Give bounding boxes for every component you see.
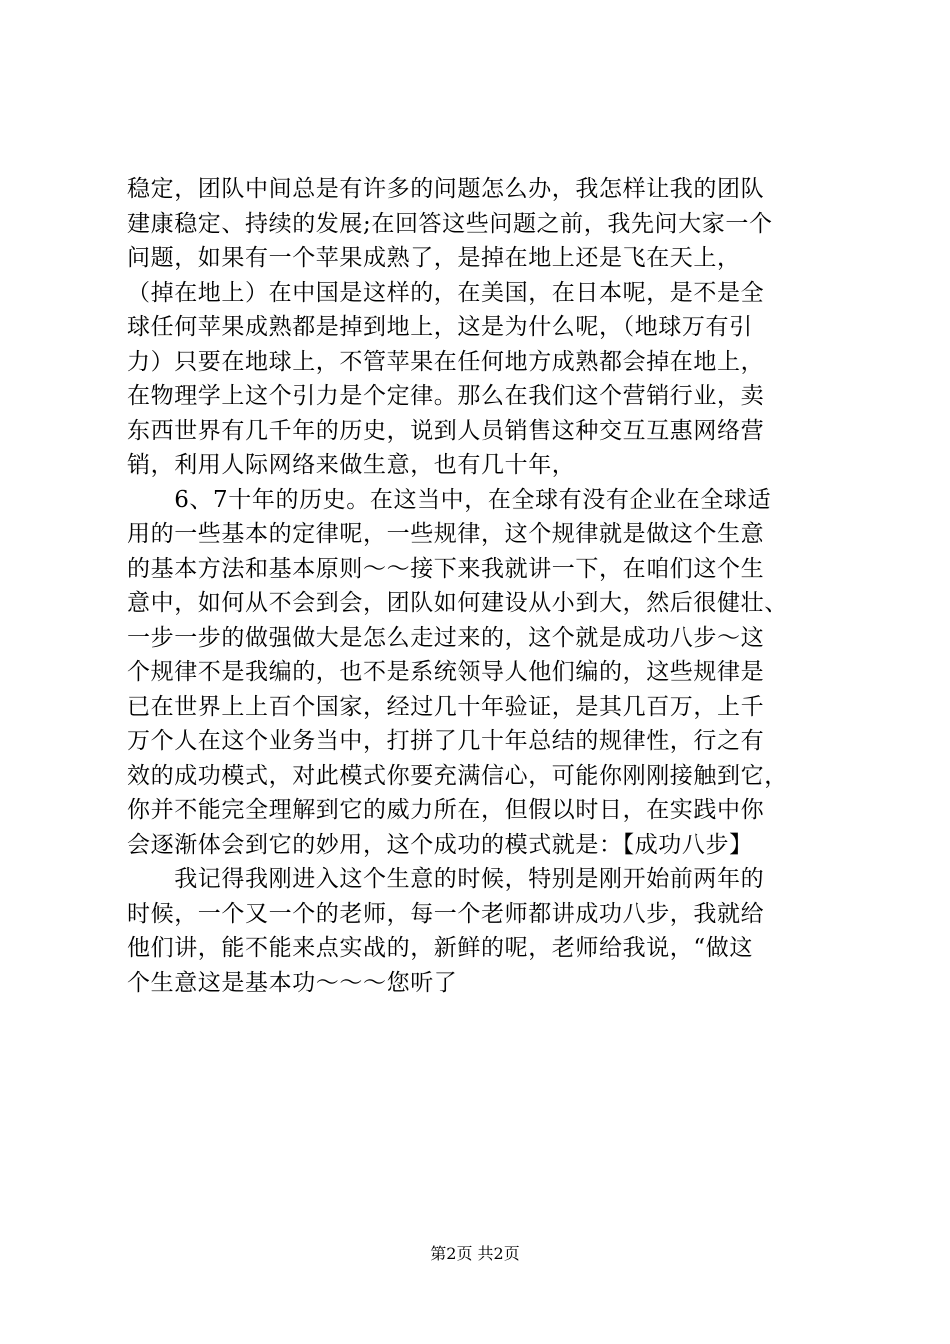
text-line: 在物理学上这个引力是个定律。那么在我们这个营销行业，卖 (127, 383, 765, 409)
text-line: 已在世界上上百个国家，经过几十年验证，是其几百万，上千 (127, 693, 765, 720)
text-line: 会逐渐体会到它的妙用，这个成功的模式就是：【成功八步】 (127, 831, 753, 858)
text-line: 稳定，团队中间总是有许多的问题怎么办，我怎样让我的团队 (127, 176, 765, 202)
text-line: 效的成功模式，对此模式你要充满信心，可能你刚刚接触到它， (127, 762, 788, 789)
text-line: 时候，一个又一个的老师，每一个老师都讲成功八步，我就给 (127, 900, 765, 927)
text-line: 的基本方法和基本原则～～接下来我就讲一下，在咱们这个生 (127, 555, 765, 582)
text-line: 他们讲，能不能来点实战的，新鲜的呢，老师给我说，“做这 (127, 935, 753, 961)
text-line: 6、7十年的历史。在这当中，在全球有没有企业在全球适 (127, 486, 772, 513)
page-footer: 第2页 共2页 (430, 1244, 520, 1263)
text-line: 问题，如果有一个苹果成熟了，是掉在地上还是飞在天上， (127, 245, 741, 271)
text-line: 东西世界有几千年的历史，说到人员销售这种交互互惠网络营 (127, 417, 765, 444)
text-line: 意中，如何从不会到会，团队如何建设从小到大，然后很健壮、 (127, 590, 788, 616)
text-line: 我记得我刚进入这个生意的时候，特别是刚开始前两年的 (127, 866, 765, 892)
text-line: 用的一些基本的定律呢，一些规律，这个规律就是做这个生意 (127, 521, 765, 547)
body-text (127, 172, 839, 1000)
text-line: 个规律不是我编的，也不是系统领导人他们编的，这些规律是 (127, 659, 765, 685)
text-line: 个生意这是基本功～～～您听了 (127, 969, 458, 996)
text-line: 一步一步的做强做大是怎么走过来的，这个就是成功八步～这 (127, 624, 765, 651)
text-line: 建康稳定、持续的发展;在回答这些问题之前，我先问大家一个 (127, 210, 773, 237)
text-line: 球任何苹果成熟都是掉到地上，这是为什么呢，（地球万有引 (127, 314, 753, 340)
text-line: 你并不能完全理解到它的威力所在，但假以时日，在实践中你 (127, 797, 765, 823)
text-line: 力）只要在地球上，不管苹果在任何地方成熟都会掉在地上， (127, 348, 765, 375)
text-line: （掉在地上）在中国是这样的，在美国，在日本呢，是不是全 (127, 279, 765, 306)
text-line: 万个人在这个业务当中，打拼了几十年总结的规律性，行之有 (127, 728, 765, 754)
text-line: 销，利用人际网络来做生意，也有几十年， (127, 452, 576, 478)
